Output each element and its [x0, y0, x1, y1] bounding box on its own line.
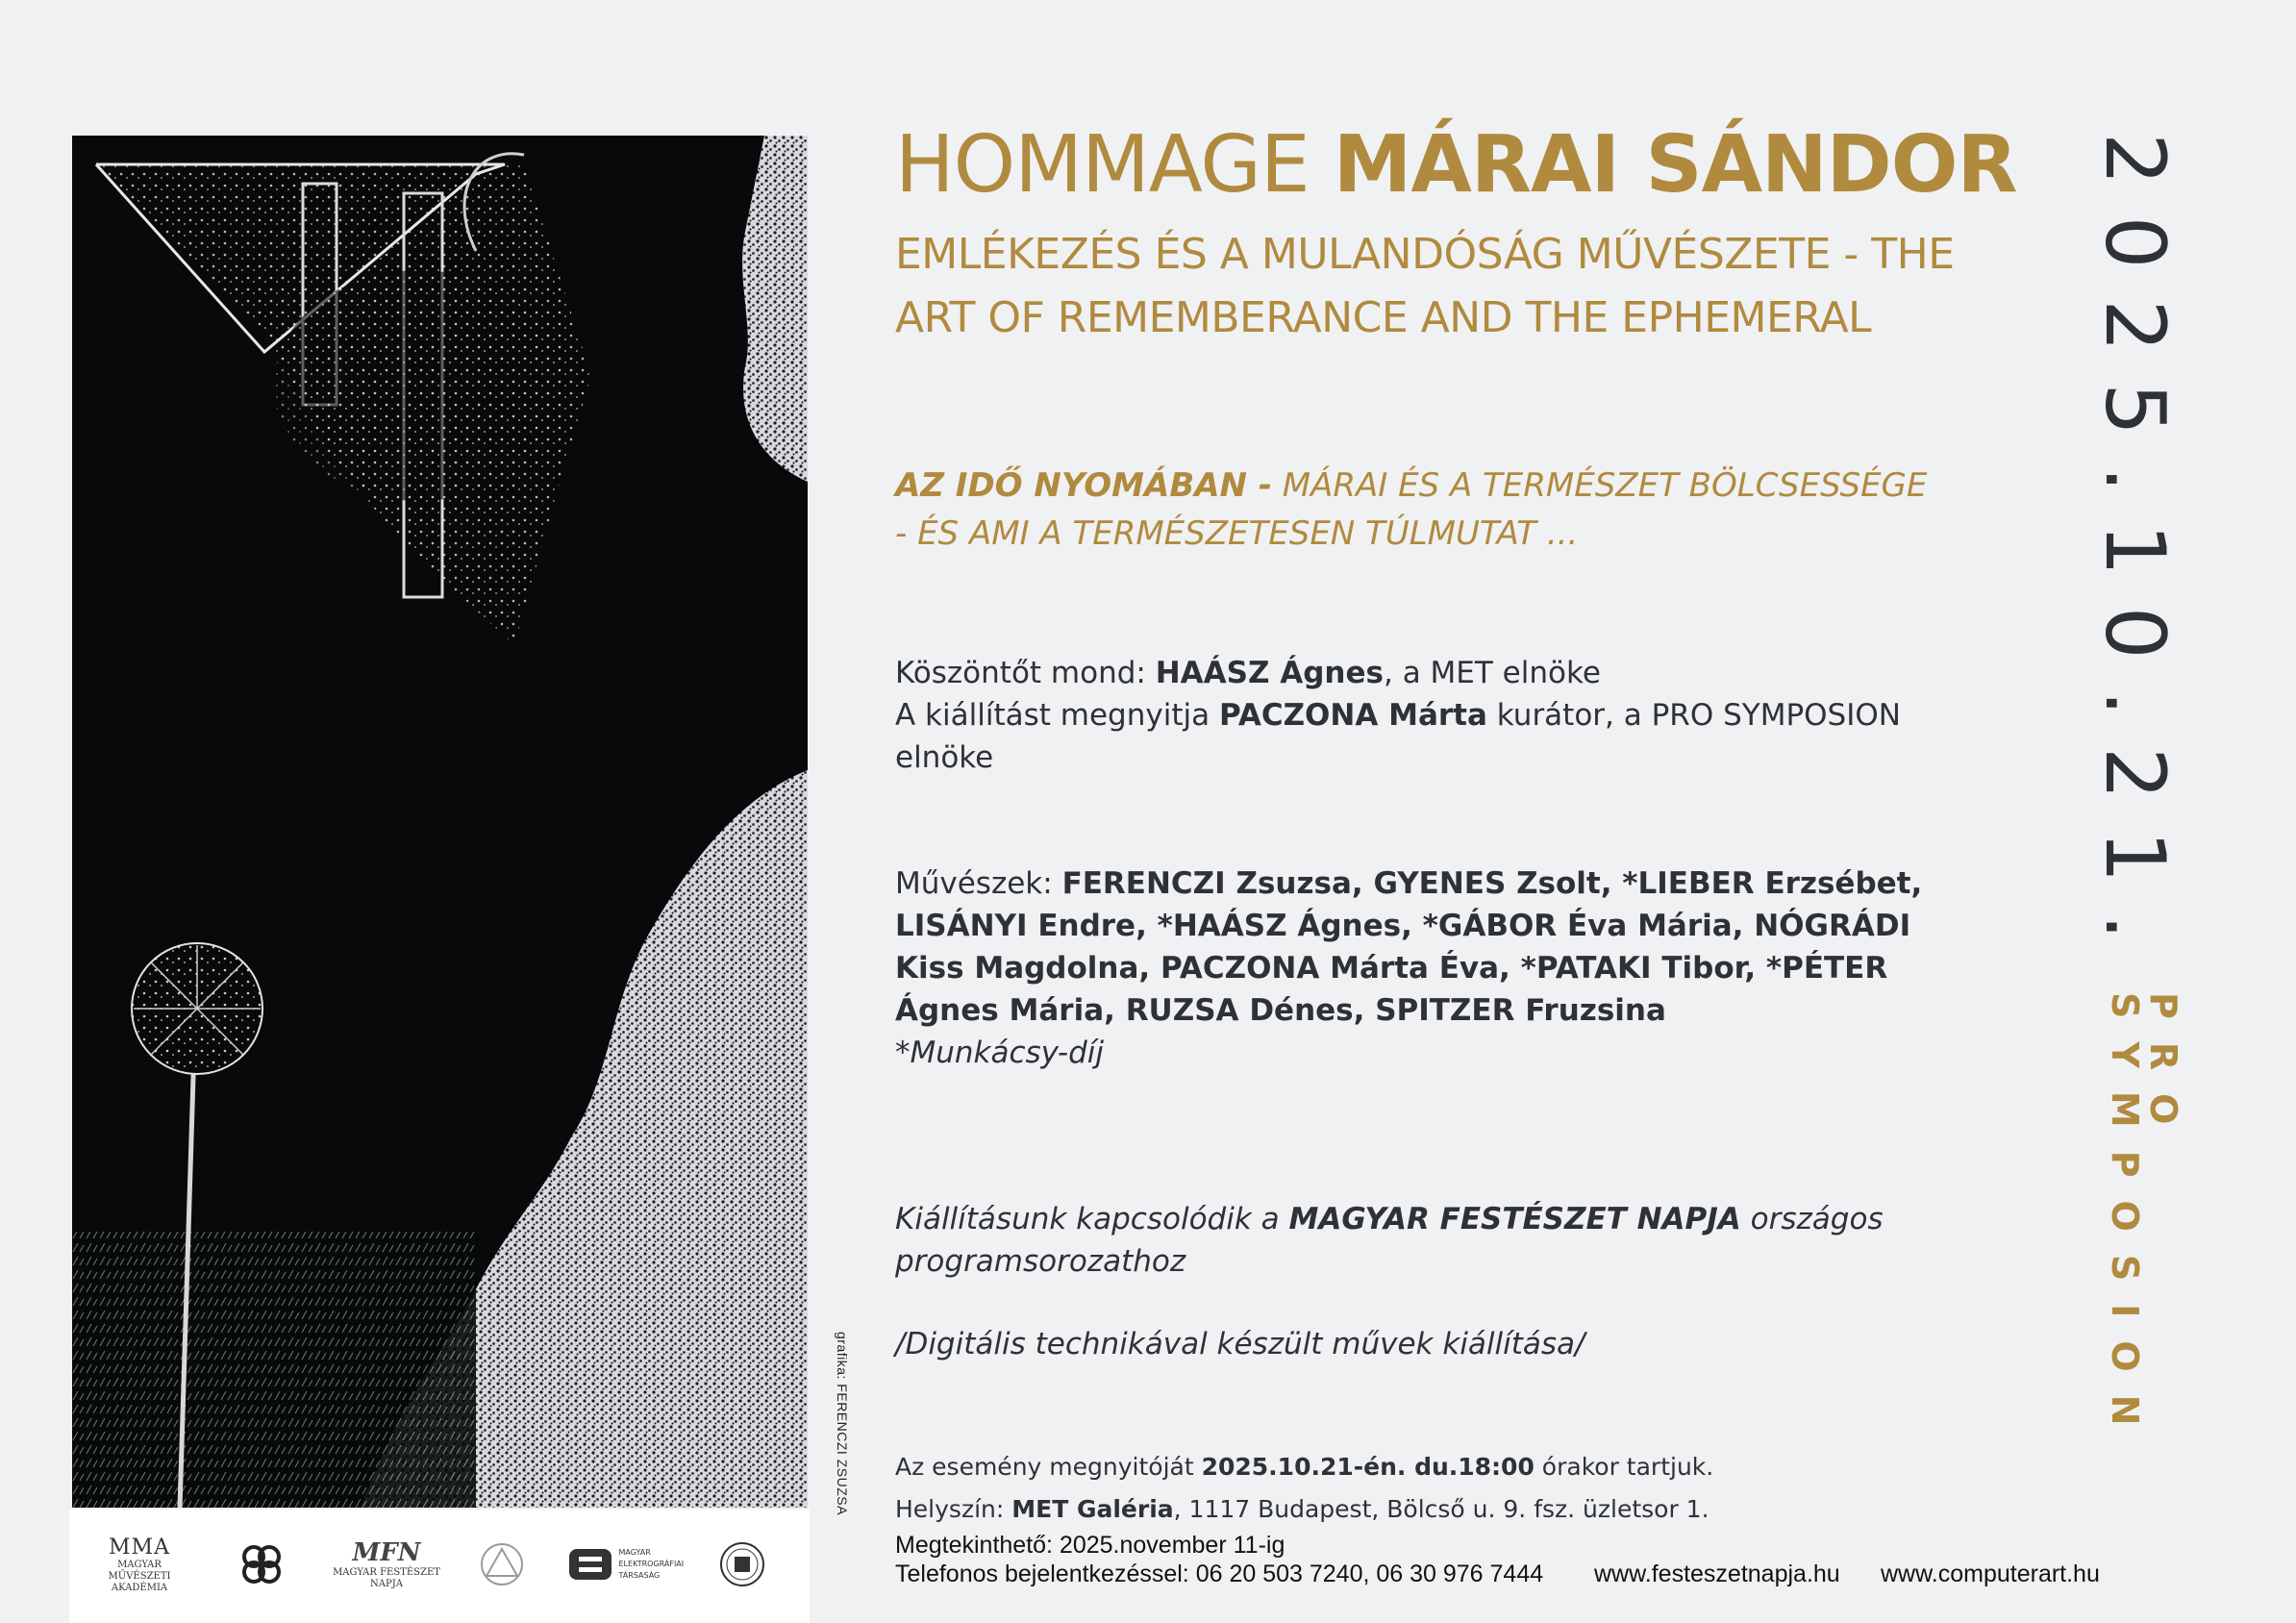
computerart-link[interactable]: www.computerart.hu: [1881, 1561, 2100, 1587]
viewing-period: Megtekinthető: 2025.november 11-ig: [895, 1532, 1285, 1559]
met-icon: MAGYAR ELEKTROGRÁFIAI TÁRSASÁG: [562, 1531, 682, 1598]
organizer-name: PRO SYMPOSION: [2104, 992, 2184, 1449]
award-note: *Munkácsy-díj: [895, 1036, 1105, 1070]
affiliation-note: Kiállításunk kapcsolódik a MAGYAR FESTÉSZET NAPJA országos programsorozathoz: [895, 1202, 1884, 1279]
mma-icon: MMA MAGYAR MŰVÉSZETI AKADÉMIA: [108, 1535, 171, 1593]
knot-icon: [233, 1531, 290, 1598]
title-name: MÁRAI SÁNDOR: [1333, 119, 2017, 211]
seal-icon: [713, 1531, 771, 1598]
page-title: HOMMAGE MÁRAI SÁNDOR: [895, 119, 2017, 211]
event-date: 2025.10.21.: [2086, 133, 2183, 971]
digital-note: /Digitális technikával készült művek kiállítása/: [895, 1327, 1585, 1361]
cover-artwork: [72, 136, 808, 1508]
artwork-illustration: [72, 136, 808, 1508]
triangle-circle-icon: [473, 1531, 531, 1598]
partner-logo-strip: [69, 1510, 810, 1623]
footer-contact: [895, 1531, 1568, 1588]
phone-info: Telefonos bejelentkezéssel: 06 20 503 7240, 06 30 976 7444: [895, 1561, 1544, 1587]
artwork-credit: grafika: FERENCZI ZSUZSA: [835, 1332, 850, 1515]
subtitle: EMLÉKEZÉS ÉS A MULANDÓSÁG MŰVÉSZETE - THE ART OF REMEMBERANCE AND THE EPHEMERAL: [895, 230, 1955, 342]
exhibition-theme: AZ IDŐ NYOMÁBAN - MÁRAI ÉS A TERMÉSZET BÖLCSESSÉGE - ÉS AMI A TERMÉSZETESEN TÚLMUTAT ...: [895, 466, 1928, 553]
festeszetnapja-link[interactable]: www.festeszetnapja.hu: [1594, 1561, 1840, 1587]
event-details: Az esemény megnyitóját 2025.10.21-én. du.18:00 órakor tartjuk. Helyszín: MET Galéria, 1117 Budapest, Bölcső u. 9. fsz. üzletsor 1.: [895, 1453, 1714, 1523]
speakers-info: Köszöntőt mond: HAÁSZ Ágnes, a MET elnöke A kiállítást megnyitja PACZONA Márta kurátor, a PRO SYMPOSION elnöke: [895, 656, 1901, 775]
artists-list: Művészek: FERENCZI Zsuzsa, GYENES Zsolt, *LIEBER Erzsébet, LISÁNYI Endre, *HAÁSZ Ágnes, *GÁBOR Éva Mária, NÓGRÁDI Kiss Magdolna, PACZONA Márta Éva, *PATAKI Tibor, *PÉTER Ágnes Mária, RUZSA Dénes, SPITZER Fruzsina *Munkácsy-díj: [895, 866, 1923, 1070]
mfn-icon: MFN MAGYAR FESTÉSZET NAPJA: [333, 1538, 440, 1589]
